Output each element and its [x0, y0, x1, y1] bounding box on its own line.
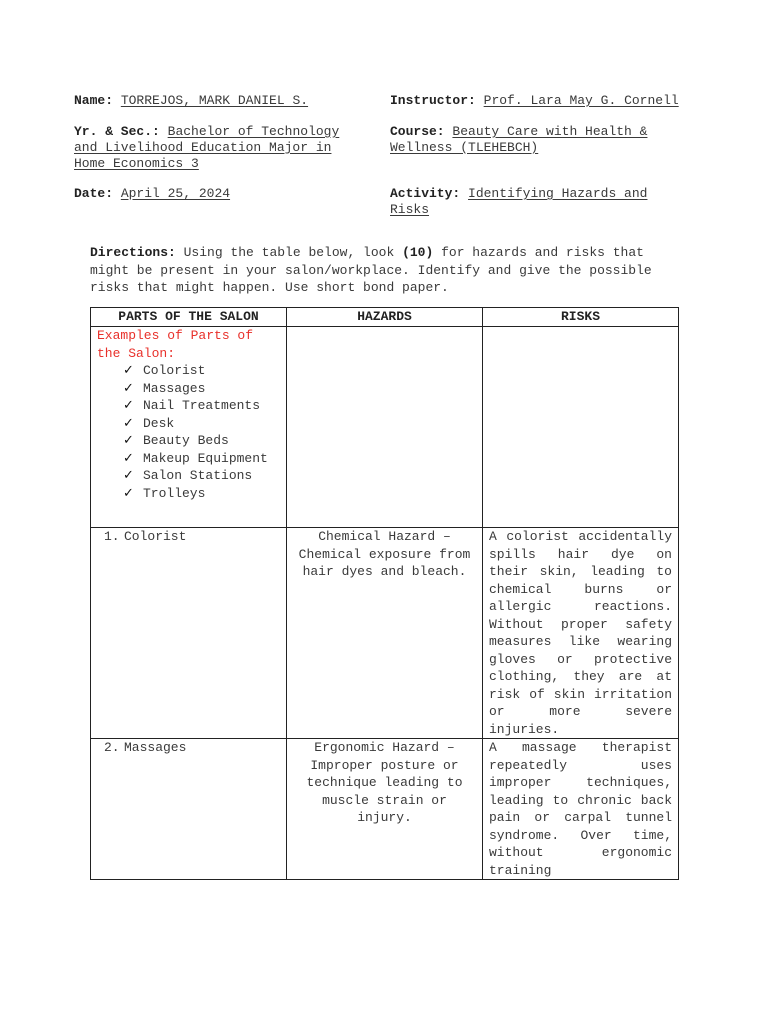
checkmark-icon: ✓ — [123, 433, 134, 448]
list-item — [119, 362, 280, 380]
example-label: Nail Treatments — [143, 398, 261, 413]
activity-label: Activity: — [390, 186, 461, 201]
part-label: Massages — [124, 740, 187, 755]
example-label: Trolleys — [143, 485, 206, 501]
part-cell — [91, 739, 287, 880]
directions-paragraph — [90, 244, 680, 297]
date-value: April 25, 2024 — [120, 186, 231, 201]
list-item — [119, 397, 280, 415]
directions-count: (10) — [402, 245, 434, 260]
header-parts: PARTS OF THE SALON — [91, 308, 287, 327]
date-label: Date: — [74, 186, 114, 201]
examples-list — [97, 362, 280, 502]
example-label: Salon Stations — [143, 468, 253, 483]
checkmark-icon: ✓ — [123, 415, 134, 431]
hazard-cell: Ergonomic Hazard – Improper posture or technique leading to muscle strain or injury. — [287, 739, 483, 880]
activity-value-line2: Risks — [390, 202, 430, 217]
header-hazards: HAZARDS — [287, 308, 483, 327]
risk-cell: A massage therapist repeatedly uses improper techniques, leading to chronic back pain or carpal tunnel syndrome. Over time, without ergonomic training — [483, 739, 679, 880]
year-section-value-line1: Bachelor of Technology — [167, 124, 340, 139]
year-section-field — [74, 124, 339, 172]
example-label: Desk — [143, 415, 175, 431]
checkmark-icon: ✓ — [123, 380, 134, 396]
instructor-field — [390, 93, 679, 109]
hazard-cell: Chemical Hazard – Chemical exposure from hair dyes and bleach. — [287, 528, 483, 739]
list-item — [119, 380, 280, 398]
list-item — [119, 450, 280, 468]
examples-row — [91, 327, 679, 528]
course-value-line2: Wellness (TLEHEBCH) — [390, 140, 539, 155]
table-header-row — [91, 308, 679, 327]
course-label: Course: — [390, 124, 445, 139]
directions-text-1: Using the table below, look — [175, 245, 403, 260]
directions-text-2: for hazards and risks that might be present in your salon/workplace. Identify and give the possible risks that might happen. Use short bond paper. — [90, 245, 652, 295]
name-value: TORREJOS, MARK DANIEL S. — [120, 93, 309, 108]
example-label: Massages — [143, 380, 206, 396]
course-value-line1: Beauty Care with Health & — [452, 124, 648, 139]
year-section-value-line3: Home Economics 3 — [74, 156, 199, 171]
examples-cell — [91, 327, 287, 528]
name-label: Name: — [74, 93, 114, 108]
row-number: 1. — [104, 529, 120, 544]
risk-cell: A colorist accidentally spills hair dye on their skin, leading to chemical burns or allergic reactions. Without proper safety measures like wearing gloves or protective clothing, they are at risk of skin irritation or more severe injuries. — [483, 528, 679, 739]
example-label: Beauty Beds — [143, 433, 229, 448]
example-label: Colorist — [143, 363, 206, 378]
examples-title: Examples of Parts of the Salon: — [97, 328, 254, 361]
list-item — [119, 432, 280, 450]
year-section-label: Yr. & Sec.: — [74, 124, 160, 139]
hazards-table — [90, 307, 679, 880]
table-row — [91, 739, 679, 880]
part-cell — [91, 528, 287, 739]
directions-label: Directions: — [90, 245, 176, 260]
checkmark-icon: ✓ — [123, 468, 134, 483]
activity-value-line1: Identifying Hazards and — [468, 186, 648, 201]
list-item — [119, 485, 280, 503]
list-item — [119, 415, 280, 433]
activity-field — [390, 186, 647, 218]
part-label: Colorist — [124, 529, 187, 544]
table-row — [91, 528, 679, 739]
examples-risk-cell — [483, 327, 679, 528]
name-field — [74, 93, 308, 109]
list-item — [119, 467, 280, 485]
course-field — [390, 124, 647, 156]
checkmark-icon: ✓ — [123, 363, 134, 378]
row-number: 2. — [104, 740, 120, 755]
checkmark-icon: ✓ — [123, 450, 134, 466]
examples-hazard-cell — [287, 327, 483, 528]
checkmark-icon: ✓ — [123, 398, 134, 413]
header-risks: RISKS — [483, 308, 679, 327]
instructor-label: Instructor: — [390, 93, 476, 108]
instructor-value: Prof. Lara May G. Cornell — [483, 93, 679, 108]
date-field — [74, 186, 230, 202]
checkmark-icon: ✓ — [123, 485, 134, 501]
example-label: Makeup Equipment — [143, 450, 268, 466]
year-section-value-line2: and Livelihood Education Major in — [74, 140, 332, 155]
